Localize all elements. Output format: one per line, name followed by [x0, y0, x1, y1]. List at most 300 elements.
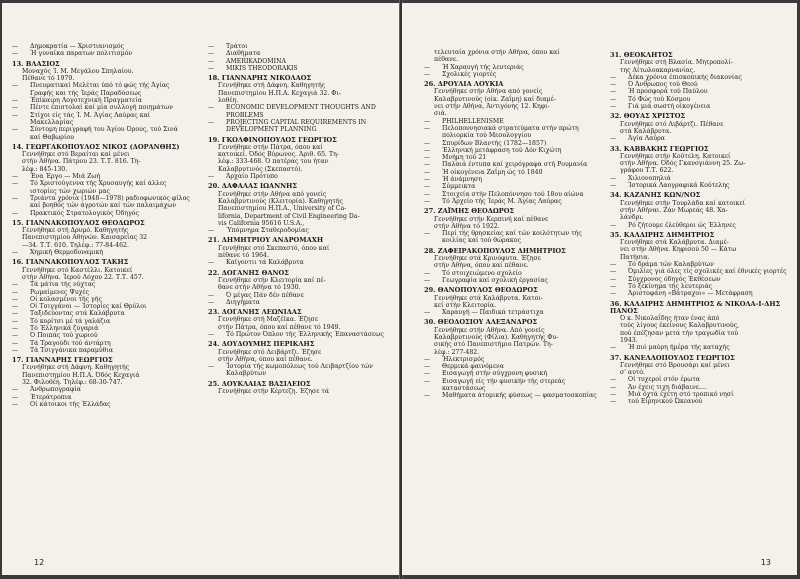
work-title: Ή προσφορά τού Παύλου	[628, 88, 708, 96]
work-item	[610, 290, 788, 297]
work-item	[208, 173, 388, 180]
work-dash: —	[424, 370, 431, 378]
work-item	[424, 147, 604, 154]
author-entry	[424, 208, 604, 244]
work-title: Πέντε έπιστολαί καί μία συλλογή ποιημάτων	[30, 104, 173, 112]
work-dash: —	[12, 332, 19, 340]
work-dash: —	[424, 124, 431, 132]
work-item	[424, 378, 604, 393]
work-title: Πρακτικός Στρατολογικός Όδηγός	[30, 209, 140, 217]
work-dash: —	[424, 230, 431, 238]
work-title: Ένα Έργο — Μιά Ζωή	[30, 173, 101, 181]
work-title: Στοιχεία στήν Πελοπόννησο τού 18ου αίώνα	[442, 190, 584, 198]
author-heading: 15. ΓΙΑΝΝΑΚΟΠΟΥΛΟΣ ΘΕΟΔΩΡΟΣ	[12, 218, 145, 227]
author-bio-line: στήν Αθήνα. Πάτρου 23. Τ.Τ. 816. Τη-	[22, 158, 141, 166]
work-dash: —	[12, 324, 19, 332]
author-heading: 17. ΓΙΑΝΝΑΡΗΣ ΓΕΩΡΓΙΟΣ	[12, 356, 113, 365]
work-title: AMERIKADOMINA	[226, 57, 286, 65]
work-title: Σπυρίδων Βλαντής (1782—1857)	[442, 139, 547, 147]
work-item	[12, 195, 190, 210]
author-bio-line: Πανεπιστημίου Η.Π.Α., University of Ca-	[218, 205, 347, 213]
work-item	[424, 169, 604, 176]
author-bio-line: σικής στό Πανεπιστήμιο Πατρών. Τη-	[434, 341, 553, 349]
work-dash: —	[424, 276, 431, 284]
author-entry	[208, 183, 388, 234]
work-item	[12, 104, 190, 111]
work-dash: —	[424, 161, 431, 169]
work-title: Σχολικές γιορτές	[442, 70, 497, 78]
work-dash: —	[208, 291, 215, 299]
work-item	[12, 289, 190, 296]
work-dash: —	[208, 363, 215, 371]
work-dash: —	[610, 95, 617, 103]
work-dash: —	[424, 355, 431, 363]
author-bio-line: Ό κ. Νικολαΐδης ήταν ένας άπό	[620, 315, 720, 323]
work-dash: —	[12, 317, 19, 325]
work-title: Ύπόμνημα Σταθεροδομίας	[226, 227, 309, 235]
work-dash: —	[610, 182, 617, 190]
work-item	[610, 222, 788, 229]
work-dash: —	[208, 330, 215, 338]
work-title: ECONOMIC DEVELOPMENT THOUGHTS AND PROBLEMS	[226, 104, 376, 119]
author-bio-line: πού έπέζησαν μετά τήν τραγωδία τού	[620, 329, 739, 337]
work-dash: —	[12, 50, 19, 58]
work-dash: —	[610, 290, 617, 298]
work-dash: —	[424, 392, 431, 400]
author-bio-line: λοθέη.	[218, 97, 239, 105]
work-title: Γεωγραφία καί σχολική έργασίας	[442, 276, 549, 284]
author-entry	[208, 381, 388, 396]
author-bio-line: λέφ.: 333-468. Ό πατέρας του ήταν	[218, 158, 329, 166]
author-bio-line: στήν Πάτρα, όπου καί πέθανε τό 1949.	[218, 323, 341, 331]
work-title: Ίστορικά Λαογραφικά Κούτελης	[628, 182, 730, 190]
left-page	[2, 3, 400, 575]
work-dash: —	[424, 377, 431, 385]
work-title: Διηγήματα	[226, 298, 260, 306]
work-item	[12, 126, 190, 141]
work-item	[610, 268, 788, 275]
author-entry	[12, 144, 190, 217]
page-number-left: 12	[34, 558, 45, 567]
work-dash: —	[208, 57, 215, 65]
author-bio-line: Γεννήθηκε στό Λιβάρτζι. Πέθανε	[620, 120, 724, 128]
author-bio-line: Γεννήθηκε στή Δάφνη. Καθηγητής	[22, 364, 130, 372]
work-dash: —	[424, 70, 431, 78]
work-item	[424, 309, 604, 316]
work-title: Ήλεκτρισμός	[442, 355, 485, 363]
work-title: Οί Τσιγγάνοι — Ίστορίες καί Θρύλοι	[30, 303, 147, 311]
work-item	[12, 318, 190, 325]
author-heading: 30. ΘΕΟΔΟΣΙΟΥ ΑΛΕΞΑΝΔΡΟΣ	[424, 318, 538, 327]
author-bio-line: Γεννήθηκε στό Καστέλλι. Κατοικεί	[22, 266, 133, 274]
author-bio-line: Γεννήθηκε στήν Κέρτεζη. Έζησε τά	[218, 388, 329, 396]
work-item	[424, 154, 604, 161]
author-bio-line: Γεννήθηκε στά Καλάβρυτα. Κατοι-	[434, 294, 543, 302]
work-title: Ή Χαραυγή τής λευτεριάς	[442, 63, 524, 71]
work-title: Περί τής θρησκείας καί τών κοιλότητων τής κοιλίας καί τού θώρακος	[442, 230, 582, 245]
author-entry	[610, 355, 788, 406]
work-title: Έπίκαιρη Λογοτεχνική Πραγματεία	[30, 97, 142, 105]
author-entry	[424, 287, 604, 316]
work-item	[610, 398, 788, 405]
work-dash: —	[610, 398, 617, 406]
author-heading: 26. ΔΡΟΥΛΙΑ ΛΟΥΚΙΑ	[424, 80, 504, 89]
work-title: Σύμμεικτα	[442, 183, 476, 191]
work-dash: —	[610, 275, 617, 283]
page-number-right: 13	[760, 558, 771, 567]
author-heading: 31. ΘΕΟΚΛΗΤΟΣ	[610, 51, 673, 59]
work-item	[610, 103, 788, 110]
work-dash: —	[208, 50, 215, 58]
work-title: Άρχαίο Πρότυπο	[226, 173, 278, 181]
work-item	[424, 183, 604, 190]
work-title: Μιά όχτά έχέτη στό τροπικό νησί	[628, 391, 734, 399]
work-item	[610, 74, 788, 81]
left-column-b	[208, 43, 388, 395]
author-bio-line: Γεννήθηκε στήν Κούτελη. Κατοικεί	[620, 152, 731, 160]
work-dash: —	[610, 103, 617, 111]
author-bio-line: λέφ.: 845-130.	[22, 165, 68, 173]
work-title: Τό Φώς τού Κόσμου	[628, 95, 691, 103]
author-bio-line: κατοικεί. Όδός Βύρωνος. Άριθ. 65. Τη-	[218, 151, 339, 159]
author-entry	[12, 357, 190, 408]
right-column-b	[610, 49, 788, 406]
work-dash: —	[208, 227, 215, 235]
author-bio-line: Γεννήθηκε στήν Τουρλάδα καί κατοικεί	[620, 199, 746, 207]
author-entry	[208, 237, 388, 266]
work-title: Τά μάτια τής νύχτας	[30, 281, 96, 289]
work-item	[208, 43, 388, 50]
author-bio-line: γράφου Τ.Τ. 622.	[620, 167, 674, 175]
work-dash: —	[208, 298, 215, 306]
work-dash: —	[610, 73, 617, 81]
author-bio-line: Καλαβρυτινός (Σκεπαστό).	[218, 165, 303, 173]
work-dash: —	[12, 126, 19, 134]
work-dash: —	[12, 303, 19, 311]
work-item	[208, 119, 388, 134]
work-item	[208, 50, 388, 57]
left-column-a	[12, 43, 190, 408]
work-title: PHILHELLENISME	[442, 117, 504, 125]
work-item	[12, 50, 190, 57]
work-dash: —	[424, 190, 431, 198]
work-item	[12, 43, 190, 50]
work-item	[610, 182, 788, 189]
author-bio-line: κεί στήν Κλειτορία.	[434, 301, 497, 309]
work-item	[12, 210, 190, 217]
work-title: Άν έχεις τιχη διάβαινε....	[628, 383, 707, 391]
work-item	[610, 175, 788, 182]
work-title: Ή πιό μαύρη ήμέρα τής καταχής	[628, 344, 730, 352]
author-heading: 18. ΓΙΑΝΝΑΡΗΣ ΝΙΚΟΛΑΟΣ	[208, 74, 312, 83]
work-item	[208, 363, 388, 378]
work-item	[610, 283, 788, 290]
author-bio-line: Γεννήθηκε στή Μαζέϊκα. Έζησε	[218, 316, 319, 324]
work-title: Δέκα χρόνια έπισκοπικής διακονίας	[628, 73, 742, 81]
author-entry	[610, 232, 788, 298]
author-bio-line: Γεννήθηκε στό Σκεπαστό, όπου καί	[218, 244, 330, 252]
author-bio-line: Πατήσια.	[620, 253, 650, 261]
author-bio-line: Γεννήθηκε στό Βεραίται καί μένει	[22, 151, 130, 159]
work-title: Έλληνική μετάφραση τού Δόν Κιχώτη	[442, 146, 562, 154]
work-item	[610, 276, 788, 283]
work-title: Τό Πρώτον Όπλον τής Έλληνικής Έπαναστάσεως	[226, 330, 384, 338]
work-title: Τό Άρχείο τής Ίεράς Μ. Άγίας Λαύρας	[442, 197, 562, 205]
work-item	[610, 261, 788, 268]
work-dash: —	[610, 261, 617, 269]
work-title: Τά Τσιγγάνικα παραμύθια	[30, 346, 113, 354]
author-entry	[424, 248, 604, 284]
work-title: Ρό ζήτουμε έλεύθεροι ώς Έλληνες	[628, 221, 736, 229]
work-dash: —	[424, 117, 431, 125]
author-bio-line: Γεννήθηκε στά Καλάβρυτα. Διαμέ-	[620, 239, 729, 247]
author-bio-line: Γεννήθηκε στό Λειβάρτζι. Έζησε	[218, 348, 322, 356]
work-item	[208, 58, 388, 65]
work-item	[12, 310, 190, 317]
author-heading: 27. ΖΑΪΜΗΣ ΘΕΟΔΩΡΟΣ	[424, 207, 515, 216]
work-item	[12, 82, 190, 97]
work-dash: —	[208, 173, 215, 181]
author-bio-line: 1943.	[620, 336, 638, 344]
work-dash: —	[12, 339, 19, 347]
work-item	[12, 281, 190, 288]
work-title: Οί κάτοικοι τής Έλλάδας	[30, 400, 111, 408]
author-heading: 22. ΔΟΓΑΝΗΣ ΘΑΝΟΣ	[208, 268, 289, 277]
work-dash: —	[424, 63, 431, 71]
author-entry	[12, 259, 190, 354]
author-heading: 16. ΓΙΑΝΝΑΚΟΠΟΥΛΟΣ ΤΑΚΗΣ	[12, 258, 129, 267]
author-bio-line: Γεννήθηκε στήν Αθήνα. Από γονείς	[434, 326, 545, 334]
author-heading: 35. ΚΑΛΔΙΡΗΣ ΔΗΜΗΤΡΙΟΣ	[610, 230, 715, 239]
author-heading: 34. ΚΑΖΑΝΗΣ ΚΩΝ/ΝΟΣ	[610, 191, 701, 200]
author-bio-line: Γεννήθηκε στό Βρουσάρι καί μένει	[620, 361, 730, 369]
work-title: PROJECTING CAPITAL REQUIREMENTS IN DEVELOPMENT PLANNING	[226, 118, 367, 134]
work-title: Ό Ποιπάς τού χωριού	[30, 332, 98, 340]
work-item	[12, 325, 190, 332]
work-dash: —	[12, 82, 19, 90]
work-dash: —	[424, 363, 431, 371]
author-bio-line: Πανεπιστημίου Αθηνών. Καισαρείας 32	[22, 234, 148, 242]
work-title: Τά Τραγούδι τού άντάρτη	[30, 339, 111, 347]
work-item	[610, 376, 788, 383]
work-dash: —	[208, 64, 215, 72]
work-dash: —	[424, 269, 431, 277]
work-title: Παλαιά έντυπα καί χειρόγραφα στή Ρουμανία	[442, 161, 588, 169]
author-entry	[208, 137, 388, 181]
work-item	[610, 384, 788, 391]
work-dash: —	[12, 111, 19, 119]
author-bio-line: Γεννήθηκε στά Κρινόφυτα. Έζησε	[434, 255, 541, 263]
work-title: Ή γυναίκα παρατων πολιτισμόν	[30, 50, 133, 58]
author-bio-line: Πανεπιστημίου Η.Π.Α. Όδός Κεχαγιά	[22, 371, 140, 379]
work-title: Ό μέγας Πάν δέν πέθανε	[226, 291, 304, 299]
work-item	[424, 71, 604, 78]
work-item	[12, 112, 190, 127]
work-title: Οί κολασμένοι τής γής	[30, 295, 102, 303]
work-title: Διαθήματα	[226, 50, 261, 58]
author-bio-line: Γεννήθηκε στή Βλασία. Μητροπολί-	[620, 59, 733, 67]
author-heading: 19. ΓΚΟΛΦΙΝΟΠΟΥΛΟΣ ΓΕΩΡΓΙΟΣ	[208, 135, 337, 144]
work-title: Τό Έλληνικά ζυγαριά	[30, 324, 99, 332]
work-item	[12, 296, 190, 303]
work-item	[424, 125, 604, 140]
author-heading: 33. ΚΑΒΒΑΚΗΣ ΓΕΩΡΓΙΟΣ	[610, 144, 709, 153]
work-item	[610, 391, 788, 398]
author-bio-line: Γεννήθηκε στή Δρυμό. Καθηγητής	[22, 227, 129, 235]
work-title: Καϊγοντιι τά Καλάβρυτα	[226, 259, 304, 267]
work-title: Στίχοι είς τάς Ί. Μ. Άγίας Λαύρας καί Μακελλαρίας	[30, 111, 151, 126]
author-bio-line: Γεννήθηκε στήν Κλειτορία καί πέ-	[218, 276, 326, 284]
author-bio-line: λάνδρι.	[620, 214, 644, 222]
work-dash: —	[610, 344, 617, 352]
author-bio-line: σ' αυτό.	[620, 369, 645, 377]
work-item	[424, 191, 604, 198]
author-heading: 28. ΖΑΦΕΙΡΑΚΟΠΟΥΛΟΣ ΔΗΜΗΤΡΙΟΣ	[424, 246, 566, 255]
work-dash: —	[424, 168, 431, 176]
work-item	[12, 394, 190, 401]
author-entry	[424, 81, 604, 205]
author-heading: 21. ΔΗΜΗΤΡΙΟΥ ΑΝΔΡΟΜΑΧΗ	[208, 236, 324, 245]
work-item	[424, 277, 604, 284]
author-bio-line: σιά.	[434, 110, 447, 118]
work-dash: —	[12, 288, 19, 296]
work-dash: —	[12, 104, 19, 112]
work-item	[424, 161, 604, 168]
work-title: Τό ξεκίνημα τής λευτεριάς	[628, 282, 713, 290]
work-title: Ή οίκογένεια Ζαΐμη ώς τό 1840	[442, 168, 543, 176]
work-dash: —	[12, 310, 19, 318]
work-dash: —	[12, 346, 19, 354]
work-dash: —	[12, 400, 19, 408]
author-bio-line: Καλαβρυτινούς (Κλειτορία). Καθηγητής	[218, 197, 343, 205]
work-title: Πνευματικαί Μελέται ύπό τό φώς τής Άγίας Γραφής και τής Ίεράς Παραδόσεως	[30, 82, 170, 97]
work-title: Τό κορίτσι μέ τά γαλάζια	[30, 317, 111, 325]
work-title: Τό Χριστούγεννα τής Χρυσαυγής καί άλλες ιστορίες τών χωριών μας	[30, 180, 167, 195]
work-item	[208, 65, 388, 72]
work-title: Μαθήματα άτομικής φύσεως — φασματοσκοπίας	[442, 392, 597, 400]
author-entry	[12, 61, 190, 141]
work-title: Έτεράτροπια	[30, 393, 72, 401]
work-item	[424, 370, 604, 377]
author-bio-line: στήν Αθήνα, όπου καί πέθανε.	[434, 262, 529, 270]
author-bio-line: Πέθανε τό 1979.	[22, 75, 75, 83]
work-dash: —	[424, 146, 431, 154]
work-dash: —	[208, 43, 215, 50]
work-title: Άριστοφάνη «Βάτραχοι» — Μετάφραση	[628, 290, 753, 298]
work-title: Μνήμη τού 21	[442, 154, 487, 162]
author-bio-line: Γεννήθηκε στήν Κερπινή καί πέθανε	[434, 215, 549, 223]
work-item	[610, 81, 788, 88]
work-title: Θερμικά φαινόμενα	[442, 363, 504, 371]
work-dash: —	[424, 139, 431, 147]
work-dash: —	[424, 176, 431, 184]
work-item	[208, 299, 388, 306]
work-dash: —	[610, 391, 617, 399]
author-entry	[610, 52, 788, 110]
work-title: τού Εἰρηνικού Ώκεανού	[628, 398, 703, 406]
author-bio-line: στήν Αθήνα τό 1922.	[434, 222, 500, 230]
work-dash: —	[208, 259, 215, 267]
author-bio-line: Γεννήθηκε στήν Αθήνα από γονείς	[218, 190, 327, 198]
work-dash: —	[610, 376, 617, 384]
work-item	[12, 97, 190, 104]
work-item	[610, 88, 788, 95]
author-bio-line: Καλαβρυτινούς (Φίλια). Καθηγητής Φυ-	[434, 333, 559, 341]
work-dash: —	[610, 135, 617, 143]
work-title: Εισαγωγή στήν σύγχρονη φυσική	[442, 370, 548, 378]
work-dash: —	[12, 194, 19, 202]
author-entry	[610, 146, 788, 190]
work-title: Ίστορία τής κωμοπόλεως τού Λειβαρτζίου τών Καλαβρύτων	[226, 363, 373, 378]
work-title: Σύγχρονος όδηγός Έκθέσεων	[628, 275, 721, 283]
author-bio-line: της Αίτωλοακαρνανίας.	[620, 66, 696, 74]
author-heading: 23. ΔΟΓΑΝΗΣ ΛΕΩΝΙΔΑΣ	[208, 308, 302, 317]
author-bio-line: vis California 95616 U.S.A.,	[218, 219, 305, 227]
continued-text: πέθανε.	[434, 56, 459, 64]
author-heading: 37. ΚΑΝΕΛΛΟΠΟΥΛΟΣ ΓΕΩΡΓΙΟΣ	[610, 353, 735, 362]
work-item	[424, 176, 604, 183]
work-title: Πελοποννησιακά στρατεύματα στήν πρώτη πολιορκία τού Μεσολογγίου	[442, 124, 579, 140]
work-title: Ρωμαίμενες Ψυχές	[30, 288, 90, 296]
work-item	[12, 303, 190, 310]
work-dash: —	[12, 43, 19, 50]
author-bio-line: νει στήν Αθήνα. Κηφισού 50 — Κάτω	[620, 246, 737, 254]
author-entry	[610, 301, 788, 352]
author-entry	[208, 270, 388, 306]
work-dash: —	[12, 97, 19, 105]
work-title: Ταξιδεύοντας στά Καλάβρυτα	[30, 310, 125, 318]
work-title: Δημοκρατία — Χριστιανισμός	[30, 43, 125, 50]
work-dash: —	[610, 88, 617, 96]
work-title: Ή άνάμνηση	[442, 176, 482, 184]
work-item	[424, 356, 604, 363]
work-title: Γιά μιά σωστή οίκογένεια	[628, 103, 711, 111]
work-item	[12, 180, 190, 195]
author-bio-line: στήν Αθήνα, όπου καί πέθανε.	[218, 355, 313, 363]
author-entry	[610, 113, 788, 142]
work-item	[12, 173, 190, 180]
author-entry	[424, 319, 604, 399]
work-item	[610, 96, 788, 103]
author-heading: 20. ΔΑΦΑΛΑΣ ΙΩΑΝΝΗΣ	[208, 182, 298, 191]
work-item	[12, 347, 190, 354]
author-bio-line: Καλαβρυτινούς (οίκ. Ζαΐμη) καί διαμέ-	[434, 95, 556, 103]
work-title: Εισαγωγή είς τήν φυσικήν τής στερεάς καταστάσεως	[442, 377, 566, 393]
work-title: Άγία Λαύρα	[628, 135, 665, 143]
work-dash: —	[12, 386, 19, 394]
work-dash: —	[12, 393, 19, 401]
work-title: Τριάντα χρόνια (1948—1978) ραδιοφωνικός φίλος καί βοηθός τών άγροτών καί τών παλαιμάχων	[30, 194, 190, 210]
author-entry	[208, 309, 388, 338]
work-title: Όμιλίες γιά όλες τίς σχολικές καί έθνικές γιορτές	[628, 268, 787, 276]
work-dash: —	[208, 104, 215, 112]
work-dash: —	[12, 173, 19, 181]
author-bio-line: στήν Αθήνα. Όδός Γκανογιάννη 25. Ζω-	[620, 160, 746, 168]
work-title: Τό στοιχειώμενο σχολείο	[442, 269, 522, 277]
author-heading: 13. ΒΛΑΣΙΟΣ	[12, 59, 60, 68]
work-item	[12, 340, 190, 347]
work-item	[424, 140, 604, 147]
work-item	[12, 249, 190, 256]
author-bio-line: τούς λίγους έκείνους Καλαβρυτινούς,	[620, 322, 740, 330]
work-dash: —	[424, 183, 431, 191]
work-item	[424, 230, 604, 245]
author-bio-line: λέφ.: 277-482.	[434, 348, 480, 356]
author-bio-line: Γεννήθηκε στή Δάφνη. Καθηγητής	[218, 82, 326, 90]
work-dash: —	[424, 197, 431, 205]
work-item	[208, 227, 388, 234]
author-bio-line: στήν Αθήνα. Ίερού Λόχου 22. Τ.Τ. 457.	[22, 273, 144, 281]
